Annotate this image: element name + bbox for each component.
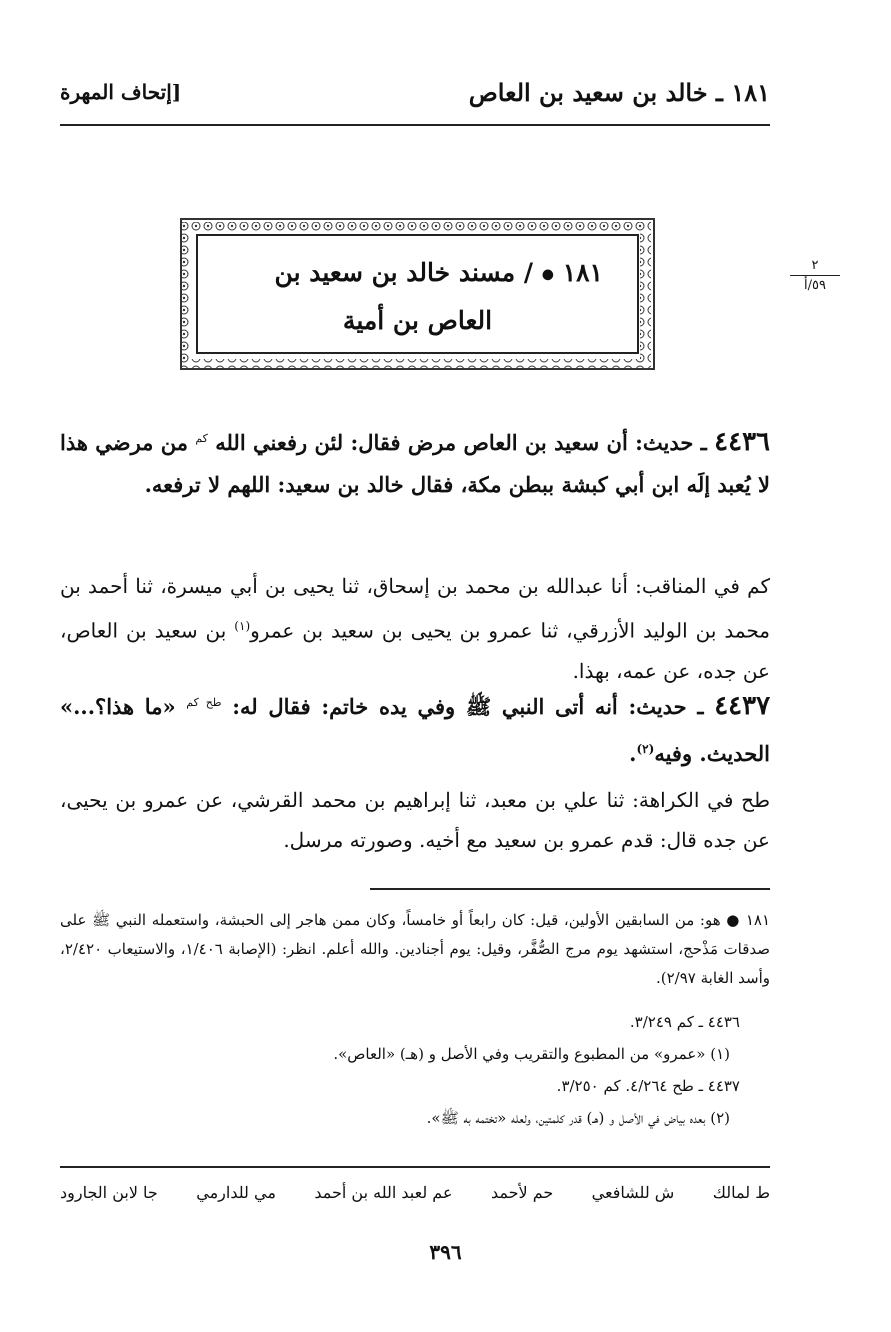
section-heading-text-1: مسند خالد بن سعيد بن <box>274 258 516 287</box>
hadith-number: ٤٤٣٧ <box>714 691 771 721</box>
page-number: ٣٩٦ <box>429 1240 462 1264</box>
footnote-1: (١) «عمرو» من المطبوع والتقريب وفي الأصل و (هـ) «العاص». <box>333 1045 730 1063</box>
header-chapter-title: ١٨١ ـ خالد بن سعيد بن العاص <box>468 78 770 107</box>
section-slash: / <box>523 258 534 287</box>
source-sigla: كم <box>195 432 208 445</box>
footnote-2: (٢) بعده بياض في الأصل و (هـ) قدر كلمتين، ولعله «تختمه به ﷺ». <box>426 1109 730 1127</box>
footnote-ref-4437: ٤٤٣٧ ـ طح ٤/٢٦٤. كم ٣/٢٥٠. <box>556 1077 740 1095</box>
footnote-ref: (٢) <box>636 742 655 756</box>
isnad-text-continued: بن سعيد بن العاص، عن جده، عن عمه، بهذا. <box>60 618 770 683</box>
abbreviation-item: عم لعبد الله بن أحمد <box>314 1183 453 1202</box>
margin-folio-note <box>790 258 840 293</box>
hadith-text-continued: من مرضي هذا لا يُعبد إلَه ابن أبي كبشة ببطن مكة، فقال خالد بن سعيد: اللهم لا ترفعه. <box>60 430 770 497</box>
hadith-text-end: . <box>629 741 637 766</box>
isnad-4436 <box>60 566 770 691</box>
section-heading-line-1 <box>275 258 603 287</box>
section-number: ١٨١ <box>562 258 603 287</box>
hadith-text-continued: «ما هذا؟...» الحديث. وفيه <box>60 694 770 766</box>
margin-note-bottom: ٥٩/أ <box>804 278 826 293</box>
abbreviation-item: جا لابن الجارود <box>60 1183 158 1202</box>
bottom-rule <box>60 1166 770 1168</box>
abbreviation-item: حم لأحمد <box>490 1183 554 1202</box>
isnad-text: كم في المناقب: أنا عبدالله بن محمد بن إسحاق، ثنا يحيى بن أبي ميسرة، ثنا أحمد بن محمد بن الوليد الأزرقي، ثنا عمرو بن يحيى بن سعيد بن عمرو <box>60 574 770 643</box>
abbreviation-item: مي للدارمي <box>196 1183 276 1202</box>
section-title-inner-frame <box>196 234 639 354</box>
bullet-icon: ● <box>541 266 554 283</box>
abbreviation-item: ش للشافعي <box>591 1183 675 1202</box>
footnote-ref-4436: ٤٤٣٦ ـ كم ٣/٢٤٩. <box>629 1013 740 1031</box>
margin-note-top: ٢ <box>811 258 819 273</box>
abbreviation-key <box>60 1183 770 1202</box>
footnote-ref: (١) <box>234 619 251 633</box>
source-sigla: طح كم <box>186 696 222 709</box>
hadith-text: ـ حديث: أنه أتى النبي ﷺ وفي يده خاتم: فقال له: <box>232 694 704 719</box>
hadith-4436 <box>60 418 770 506</box>
abbreviation-item: ط لمالك <box>712 1183 770 1202</box>
section-title-box <box>180 218 655 370</box>
section-heading-line-2: العاص بن أمية <box>342 306 493 335</box>
hadith-4437 <box>60 682 770 775</box>
isnad-4437: طح في الكراهة: ثنا علي بن معبد، ثنا إبراهيم بن محمد القرشي، عن عمرو بن يحيى، عن جده قال: قدم عمرو بن سعيد مع أخيه. وصورته مرسل. <box>60 788 770 852</box>
header-book-title: [إتحاف المهرة <box>60 80 182 104</box>
hadith-text: ـ حديث: أن سعيد بن العاص مرض فقال: لئن رفعني الله <box>215 430 707 455</box>
hadith-number: ٤٤٣٦ <box>714 427 770 457</box>
footnote-biography: ١٨١ ● هو: من السابقين الأولين، قيل: كان رابعاً أو خامساً، وكان ممن هاجر إلى الحبشة، واستعمله النبي ﷺ على صدقات مَذْحج، استشهد يوم مرج الصُّفَّر، وقيل: يوم أجنادين. والله أعلم. انظر: (الإصابة ١/٤٠٦، والاستيعاب ٢/٤٢٠، وأسد الغابة ٢/٩٧). <box>60 911 770 987</box>
margin-note-divider <box>790 275 840 276</box>
footnote-rule <box>370 888 770 890</box>
header-rule <box>60 124 770 126</box>
running-header <box>60 78 770 118</box>
